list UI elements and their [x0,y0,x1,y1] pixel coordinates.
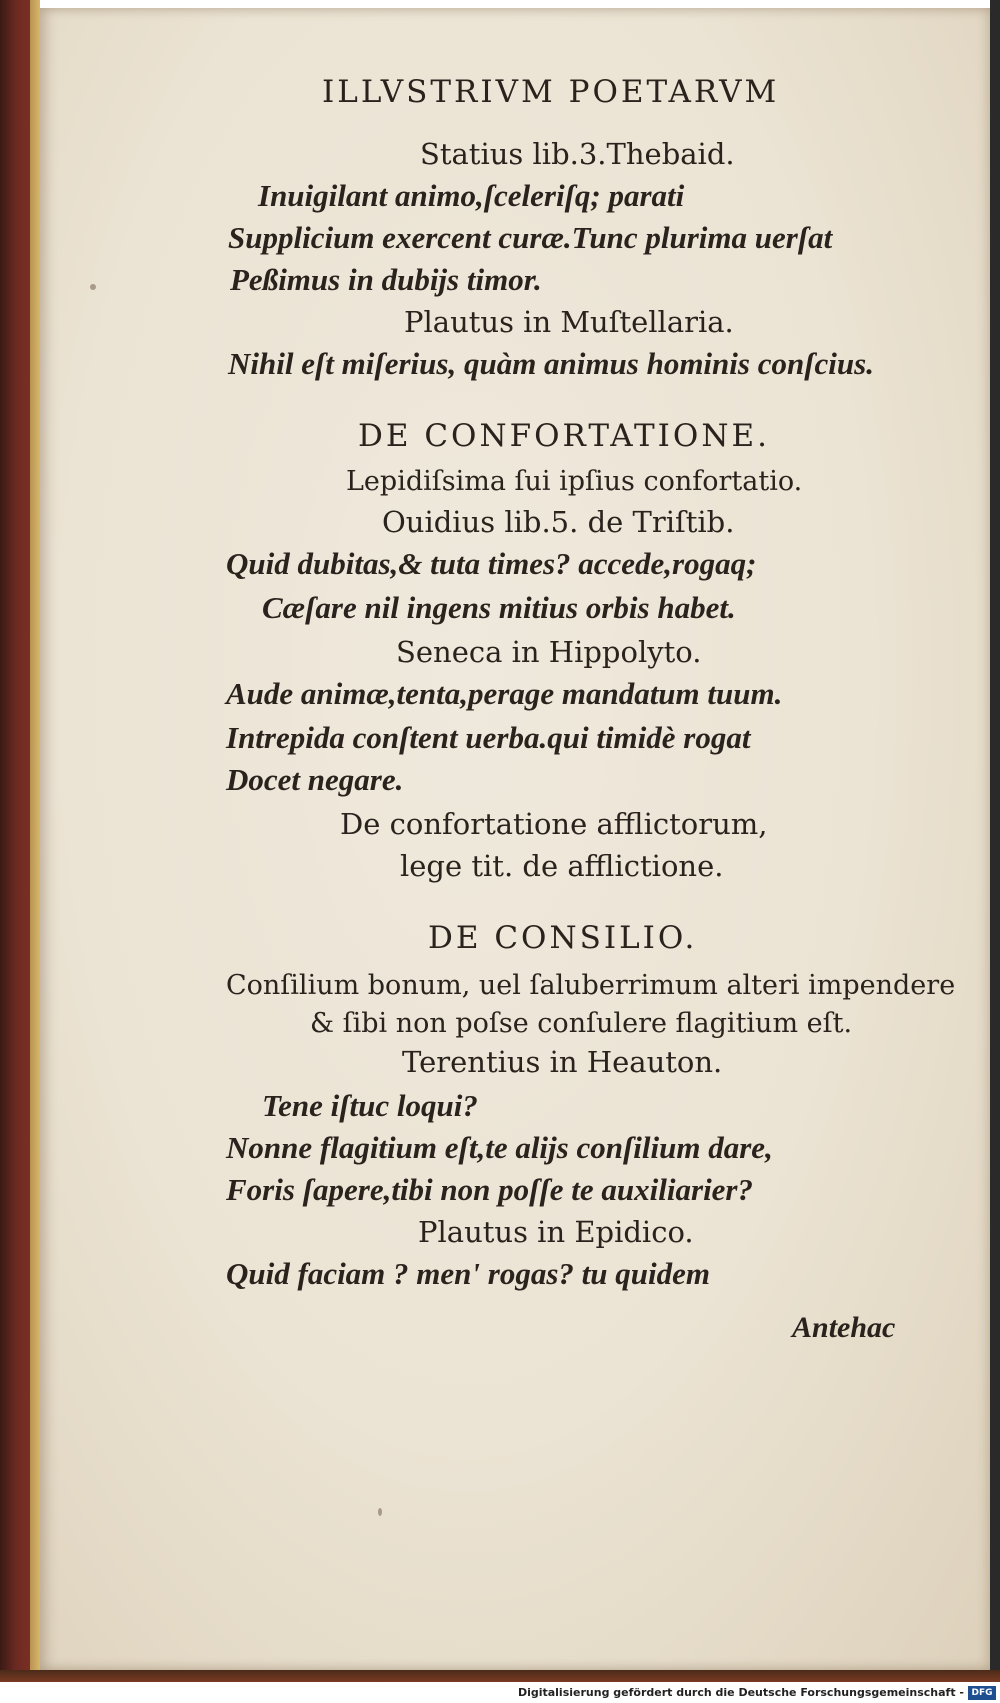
section-heading: DE CONSILIO. [428,920,698,956]
source-citation: Seneca in Hippolyto. [396,635,702,669]
book-page [40,8,990,1670]
verse-line: Inuigilant animo,ſceleriſq; parati [258,178,685,213]
cross-reference: De confortatione afflictorum, [340,807,768,841]
verse-line: Quid faciam ? men' rogas? tu quidem [226,1256,710,1291]
verse-line: Intrepida conſtent uerba.qui timidè rogat [226,720,751,755]
section-summary: & ſibi non poſse conſulere flagitium eſt. [310,1008,853,1039]
verse-line: Tene iſtuc loqui? [262,1088,478,1123]
book-cover-right-edge [990,0,1000,1680]
paper-speck [378,1508,382,1516]
source-citation: Plautus in Epidico. [418,1215,694,1249]
source-citation: Plautus in Muſtellaria. [404,305,734,339]
running-head: ILLVSTRIVM POETARVM [322,74,780,110]
source-citation: Statius lib.3.Thebaid. [420,137,735,171]
verse-line: Aude animæ,tenta,perage mandatum tuum. [226,676,783,711]
verse-line: Docet negare. [226,762,404,797]
verse-line: Cæſare nil ingens mitius orbis habet. [262,590,736,625]
section-heading: DE CONFORTATIONE. [358,418,770,454]
section-summary: Conſilium bonum, uel ſaluberrimum alteri impendere [226,970,956,1001]
verse-line: Nihil eſt miſerius, quàm animus hominis conſcius. [228,346,874,381]
verse-line: Peßimus in dubijs timor. [230,262,542,297]
verse-line: Foris ſapere,tibi non poſſe te auxiliarier? [226,1172,753,1207]
book-cover-left-edge [0,0,40,1680]
source-citation: Ouidius lib.5. de Triſtib. [382,505,735,539]
digitization-footer [0,1684,1000,1703]
catchword: Antehac [792,1311,896,1344]
verse-line: Quid dubitas,& tuta times? accede,rogaq; [226,546,757,581]
dfg-logo-icon: DFG [968,1686,996,1700]
source-citation: Terentius in Heauton. [402,1045,723,1079]
section-summary: Lepidiſsima ſui ipſius confortatio. [346,466,803,497]
book-cover-bottom-edge [0,1670,1000,1682]
verse-line: Supplicium exercent curæ.Tunc plurima uerſat [228,220,833,255]
paper-speck [90,284,96,290]
verse-line: Nonne flagitium eſt,te alijs conſilium dare, [226,1130,773,1165]
footer-credit: Digitalisierung gefördert durch die Deutsche Forschungsgemeinschaft - [517,1686,964,1699]
cross-reference: lege tit. de afflictione. [400,849,724,883]
